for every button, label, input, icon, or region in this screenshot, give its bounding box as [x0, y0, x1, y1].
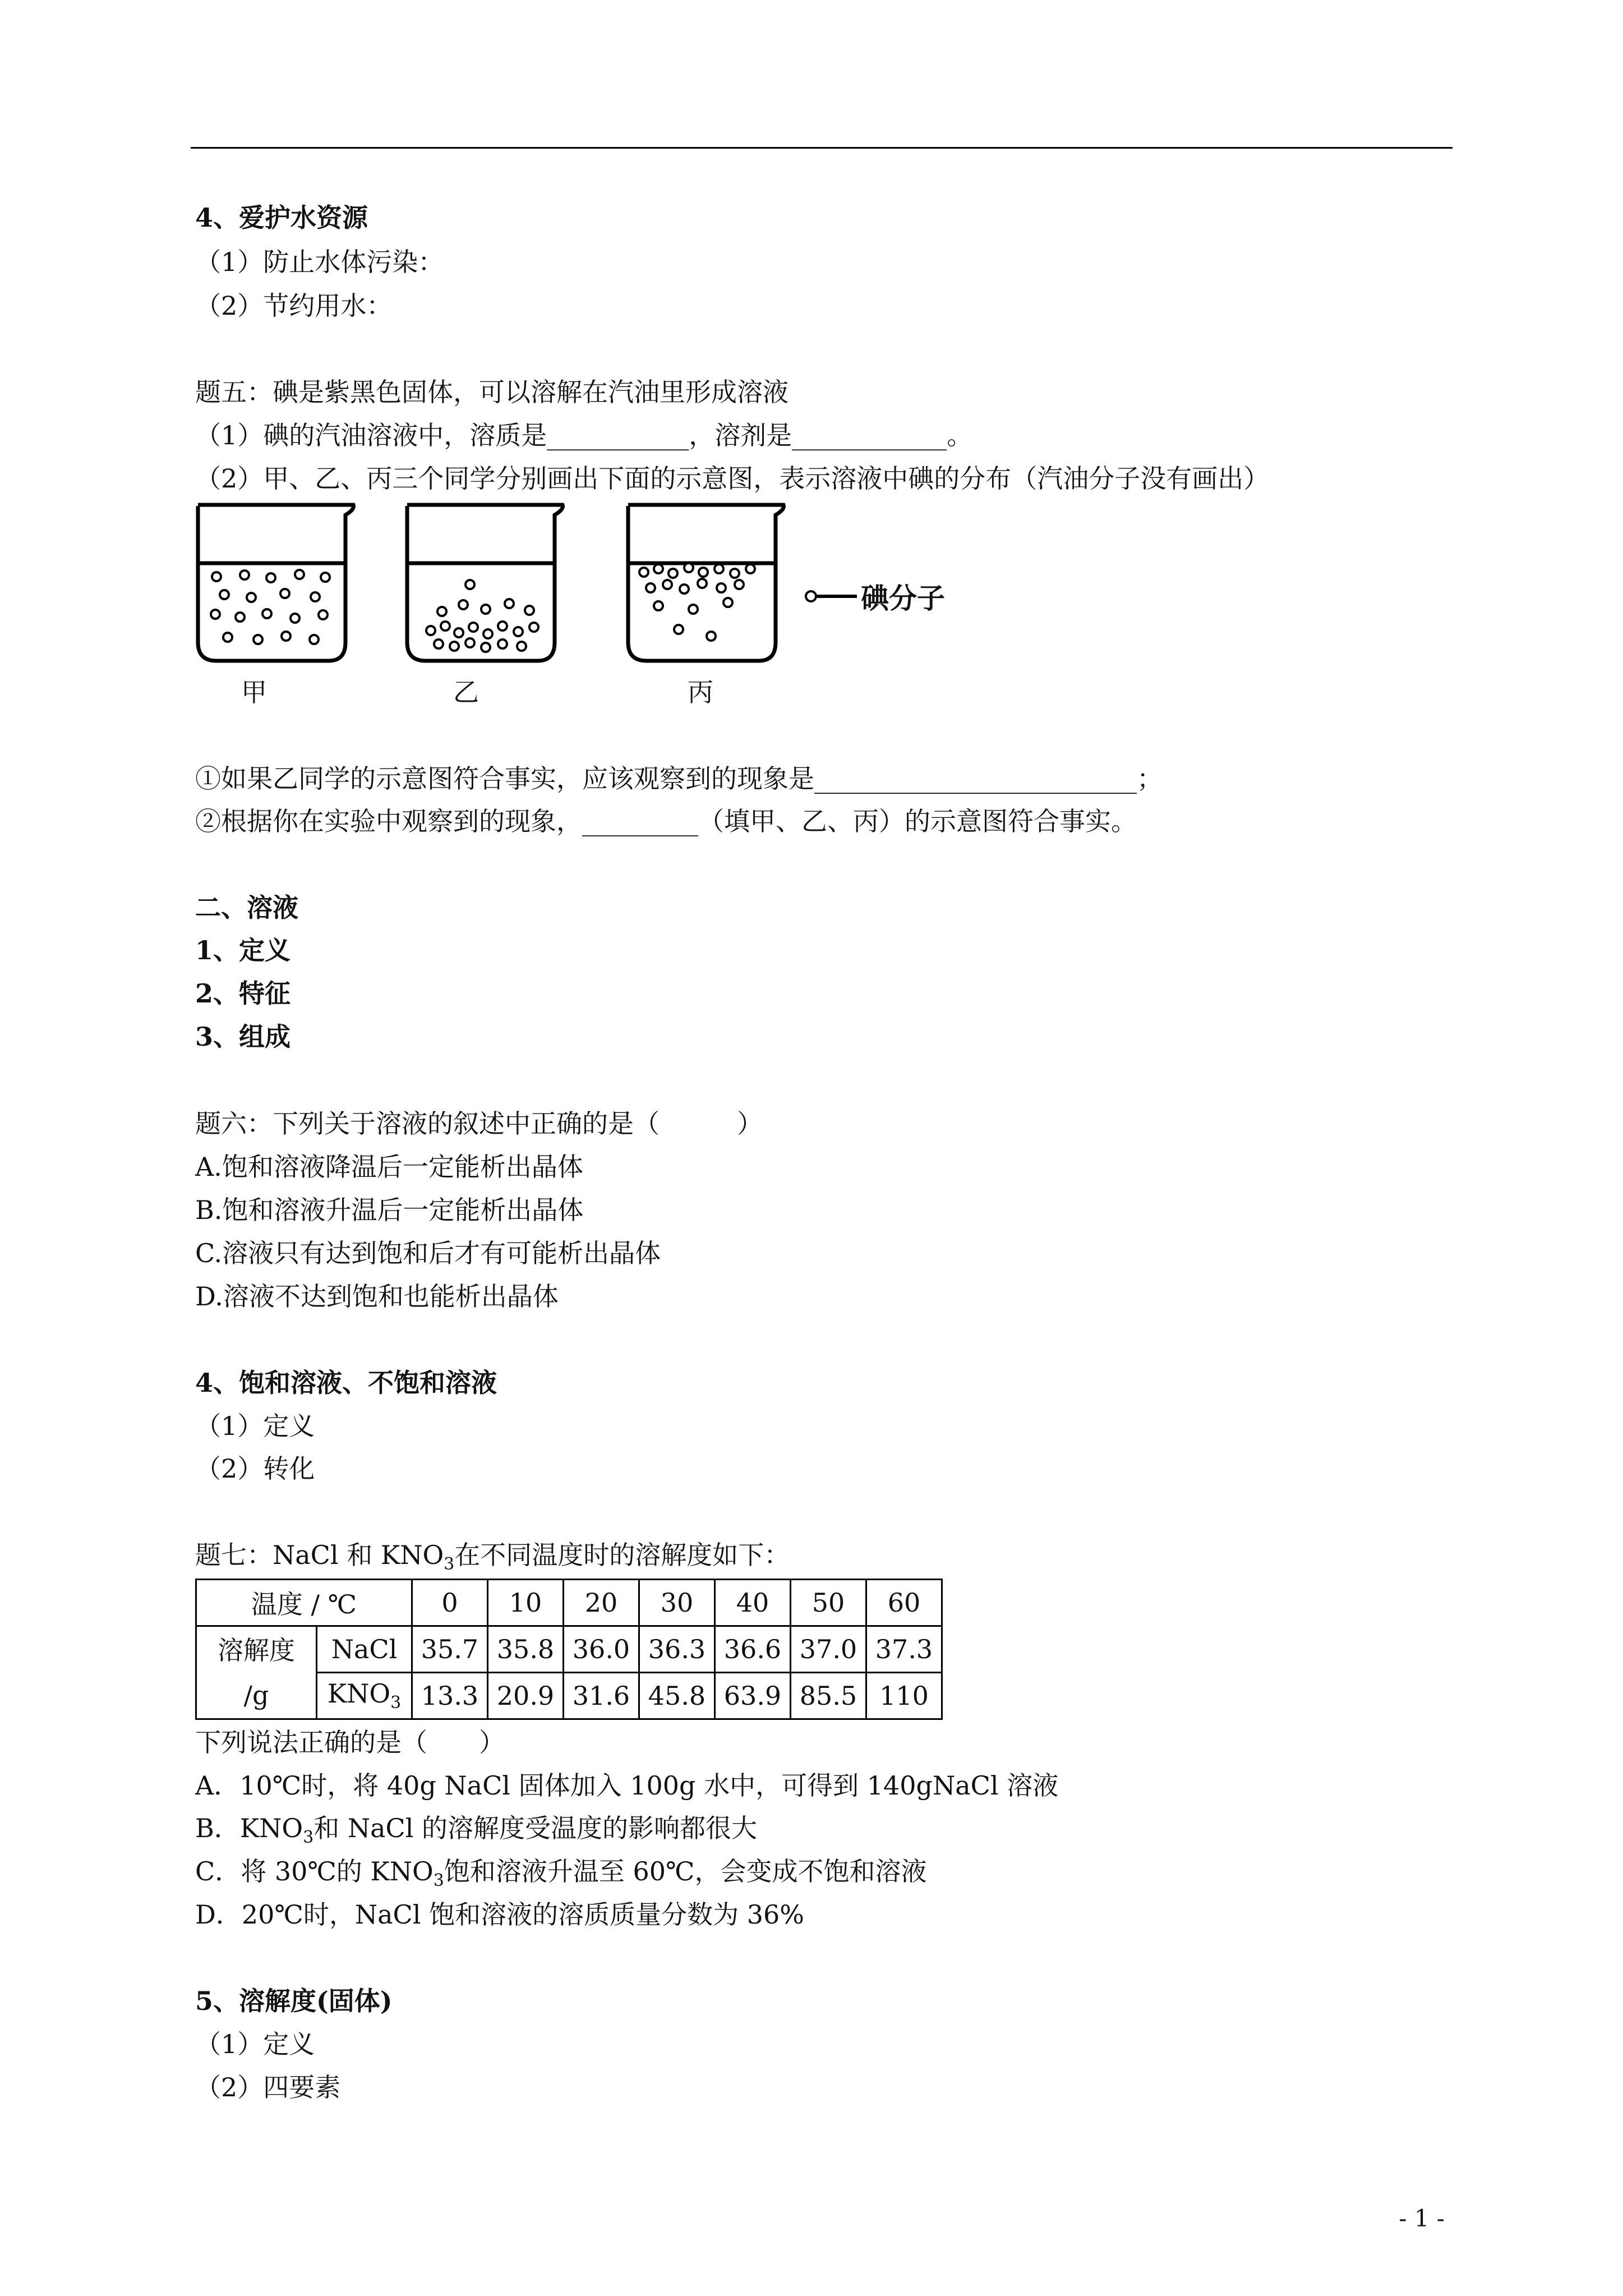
solubility-header: 溶解度 /g	[196, 1626, 317, 1719]
beaker-jia	[198, 505, 353, 661]
table-row: 溶解度 /g NaCl 35.7 35.8 36.0 36.3 36.6 37.0 37.3	[196, 1626, 942, 1673]
question-6-option-a: A.饱和溶液降温后一定能析出晶体	[195, 1152, 583, 1182]
solution-definition: 1、定义	[195, 935, 291, 965]
solubility-table	[195, 1579, 943, 1720]
table-row: 温度 / ℃ 0 10 20 30 40 50 60	[196, 1580, 942, 1626]
legend-molecule-icon	[806, 591, 816, 601]
section-title-solubility: 5、溶解度(固体)	[195, 1986, 393, 2016]
table-row: $KNO_3$ 13.3 20.9 31.6 45.8 63.9 85.5 110	[196, 1673, 942, 1719]
question-7-option-a: A．10℃时，将 40g NaCl 固体加入 100g 水中，可得到 140gNaCl 溶液	[195, 1770, 1059, 1801]
question-5-part-2: （2）甲、乙、丙三个同学分别画出下面的示意图，表示溶液中碘的分布（汽油分子没有画出）	[195, 463, 1270, 494]
section-title-saturated: 4、饱和溶液、不饱和溶液	[195, 1368, 497, 1398]
item-prevent-pollution: （1）防止水体污染：	[195, 247, 444, 277]
question-7-option-d: D．20℃时，NaCl 饱和溶液的溶质质量分数为 36%	[195, 1899, 804, 1930]
beaker-label-yi: 乙	[453, 677, 479, 707]
question-7-option-b: B．$KNO_3$和 NaCl 的溶解度受温度的影响都很大	[195, 1813, 758, 1848]
header-rule	[191, 147, 1453, 149]
solution-composition: 3、组成	[195, 1022, 291, 1052]
saturated-definition: （1）定义	[195, 1411, 315, 1441]
question-5-sub-b: ②根据你在实验中观察到的现象，_________（填甲、乙、丙）的示意图符合事实。	[195, 806, 1137, 836]
saturated-conversion: （2）转化	[195, 1453, 315, 1484]
solution-features: 2、特征	[195, 978, 291, 1009]
beaker-label-jia: 甲	[241, 677, 267, 707]
item-save-water: （2）节约用水：	[195, 291, 393, 321]
solubility-four-elements: （2）四要素	[195, 2072, 341, 2102]
nacl-label: NaCl	[317, 1626, 412, 1673]
section-title-water: 4、爱护水资源	[195, 203, 368, 233]
question-5: 题五：碘是紫黑色固体，可以溶解在汽油里形成溶液	[195, 377, 789, 407]
section-title-solution: 二、溶液	[195, 892, 298, 923]
kno3-label: $KNO_3$	[317, 1673, 412, 1719]
beaker-label-bing: 丙	[688, 677, 713, 707]
page-number: - 1 -	[1399, 2205, 1445, 2232]
question-5-sub-a: ①如果乙同学的示意图符合事实，应该观察到的现象是_________________________；	[195, 763, 1163, 794]
question-6: 题六：下列关于溶液的叙述中正确的是（ ）	[195, 1108, 763, 1139]
question-7: 题七：NaCl 和 $KNO_3$在不同温度时的溶解度如下：	[195, 1540, 790, 1575]
question-6-option-d: D.溶液不达到饱和也能析出晶体	[195, 1281, 559, 1312]
temp-header: 温度 / ℃	[196, 1580, 412, 1626]
legend-iodine-molecule: 碘分子	[861, 582, 945, 615]
question-6-option-b: B.饱和溶液升温后一定能析出晶体	[195, 1195, 584, 1225]
question-5-part-1: （1）碘的汽油溶液中，溶质是___________，溶剂是____________。	[195, 420, 973, 450]
solubility-definition: （1）定义	[195, 2029, 315, 2059]
question-7-option-c: C．将 30℃的 $KNO_3$饱和溶液升温至 60℃，会变成不饱和溶液	[195, 1856, 927, 1891]
question-7-ask: 下列说法正确的是（ ）	[195, 1727, 505, 1757]
question-6-option-c: C.溶液只有达到饱和后才有可能析出晶体	[195, 1238, 661, 1268]
